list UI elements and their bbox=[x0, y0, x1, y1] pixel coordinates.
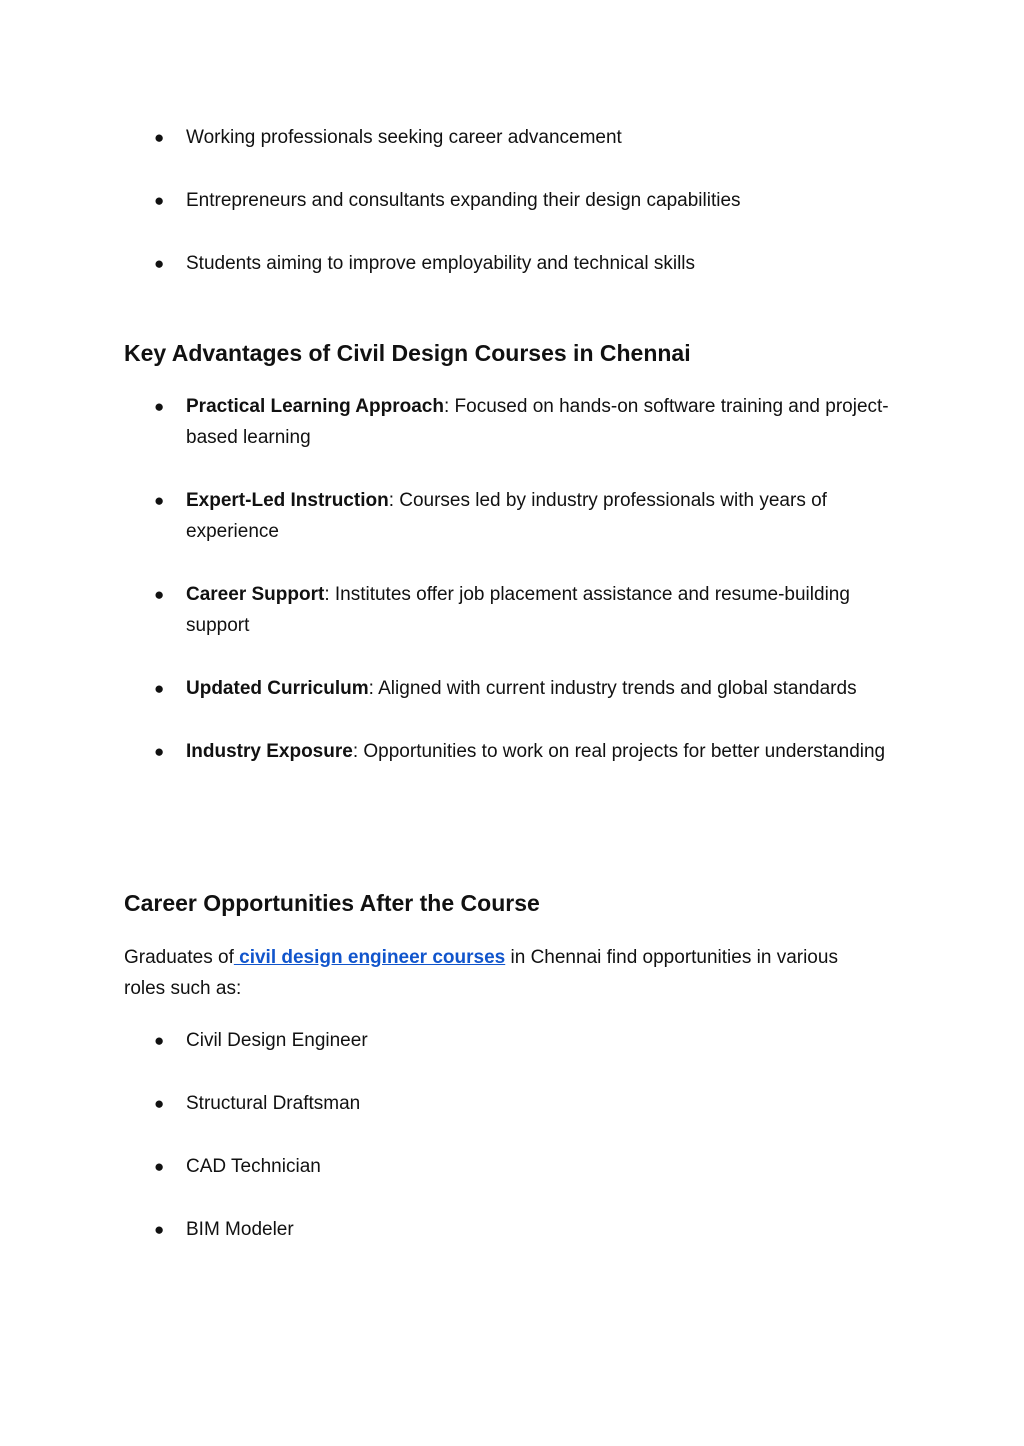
list-item bbox=[124, 1214, 368, 1245]
advantage-term: Expert-Led Instruction bbox=[186, 490, 389, 511]
advantage-term: Career Support bbox=[186, 584, 325, 605]
bullet-icon: ● bbox=[154, 585, 165, 604]
bullet-icon: ● bbox=[154, 742, 165, 761]
bullet-icon: ● bbox=[154, 679, 165, 698]
advantage-term: Practical Learning Approach bbox=[186, 396, 444, 417]
advantage-term: Updated Curriculum bbox=[186, 678, 369, 699]
list-item-text: Students aiming to improve employability and technical skills bbox=[186, 253, 696, 274]
role-text: Structural Draftsman bbox=[186, 1093, 361, 1114]
bullet-icon: ● bbox=[154, 254, 165, 273]
civil-design-courses-link[interactable]: civil design engineer courses bbox=[233, 947, 506, 968]
list-item bbox=[124, 1151, 368, 1182]
career-intro-after: in Chennai find opportunities in various roles such as: bbox=[124, 947, 838, 999]
advantages-heading: Key Advantages of Civil Design Courses in Chennai bbox=[124, 340, 691, 366]
advantage-desc: : Focused on hands-on software training and project-based learning bbox=[186, 396, 889, 448]
list-item bbox=[124, 248, 741, 279]
role-text: BIM Modeler bbox=[186, 1219, 294, 1240]
roles-list bbox=[124, 1025, 368, 1277]
list-item bbox=[124, 673, 904, 704]
role-text: CAD Technician bbox=[186, 1156, 321, 1177]
list-item bbox=[124, 579, 904, 641]
bullet-icon: ● bbox=[154, 1094, 165, 1113]
list-item bbox=[124, 122, 741, 153]
career-intro-before: Graduates of bbox=[124, 947, 234, 968]
list-item bbox=[124, 185, 741, 216]
list-item bbox=[124, 391, 904, 453]
list-item-text: Working professionals seeking career advancement bbox=[186, 127, 622, 148]
advantage-desc: : Aligned with current industry trends and global standards bbox=[368, 678, 857, 699]
list-item bbox=[124, 1088, 368, 1119]
bullet-icon: ● bbox=[154, 397, 165, 416]
career-intro-paragraph bbox=[124, 942, 884, 1004]
list-item bbox=[124, 485, 904, 547]
bullet-icon: ● bbox=[154, 491, 165, 510]
bullet-icon: ● bbox=[154, 1031, 165, 1050]
list-item-text: Entrepreneurs and consultants expanding their design capabilities bbox=[186, 190, 741, 211]
bullet-icon: ● bbox=[154, 128, 165, 147]
bullet-icon: ● bbox=[154, 1220, 165, 1239]
audience-list bbox=[124, 122, 741, 311]
career-heading: Career Opportunities After the Course bbox=[124, 890, 540, 916]
advantage-desc: : Institutes offer job placement assistance and resume-building support bbox=[186, 584, 850, 636]
advantage-term: Industry Exposure bbox=[186, 741, 353, 762]
list-item bbox=[124, 1025, 368, 1056]
advantage-desc: : Courses led by industry professionals with years of experience bbox=[186, 490, 827, 542]
list-item bbox=[124, 736, 904, 767]
advantages-list bbox=[124, 391, 904, 799]
bullet-icon: ● bbox=[154, 191, 165, 210]
role-text: Civil Design Engineer bbox=[186, 1030, 368, 1051]
advantage-desc: : Opportunities to work on real projects for better understanding bbox=[352, 741, 886, 762]
bullet-icon: ● bbox=[154, 1157, 165, 1176]
